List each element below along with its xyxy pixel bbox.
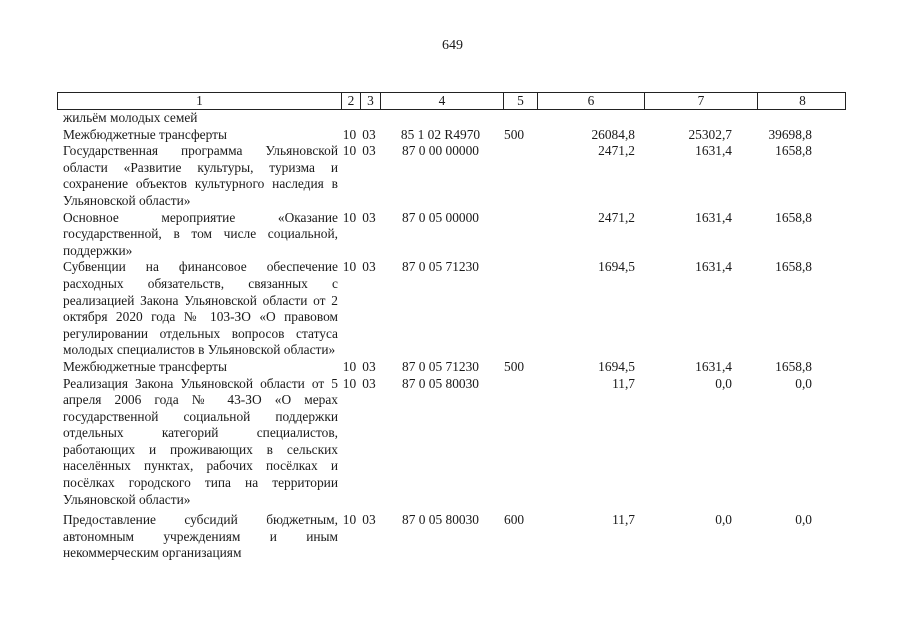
cell-section: 10 bbox=[342, 143, 357, 159]
cell-code: 87 0 05 80030 bbox=[402, 375, 479, 391]
row-name: Государственная программа Ульяновской области «Развитие культуры, туризма и сохранение объектов культурного наследия в Ульяновской области» bbox=[63, 143, 338, 208]
column-header-6: 6 bbox=[537, 93, 644, 109]
cell-value-6: 11,7 bbox=[612, 375, 635, 391]
row-name: Межбюджетные трансферты bbox=[63, 126, 227, 142]
table-row bbox=[57, 512, 846, 562]
cell-value-8: 1658,8 bbox=[775, 358, 812, 374]
cell-code: 87 0 05 71230 bbox=[402, 259, 479, 275]
column-header-1: 1 bbox=[196, 93, 203, 108]
cell-subsection bbox=[359, 110, 379, 127]
cell-subsection: 03 bbox=[362, 358, 376, 374]
cell-subsection: 03 bbox=[362, 209, 376, 225]
cell-value-7: 0,0 bbox=[715, 375, 732, 391]
cell-type: 500 bbox=[504, 126, 525, 142]
page-number: 649 bbox=[442, 38, 463, 53]
column-header-2: 2 bbox=[341, 93, 360, 109]
cell-section: 10 bbox=[342, 358, 357, 374]
cell-value-7: 25302,7 bbox=[688, 126, 732, 142]
column-header-4: 4 bbox=[380, 93, 503, 109]
cell-value-8: 39698,8 bbox=[768, 126, 812, 142]
table-row bbox=[57, 259, 846, 359]
cell-value-7: 0,0 bbox=[715, 512, 732, 528]
cell-subsection: 03 bbox=[362, 259, 376, 275]
cell-subsection: 03 bbox=[362, 375, 376, 391]
cell-value-7: 1631,4 bbox=[695, 143, 732, 159]
cell-value-6: 2471,2 bbox=[598, 209, 635, 225]
cell-value-6: 2471,2 bbox=[598, 143, 635, 159]
cell-type: 500 bbox=[504, 358, 525, 374]
row-name: Реализация Закона Ульяновской области от 5 апреля 2006 года № 43-ЗО «О мерах государственной социальной поддержки отдельных категорий специалистов, работающих и проживающих в сельских населённых пунктах, рабочих посёлках и посёлках городского типа на территории Ульяновской области» bbox=[63, 375, 338, 507]
cell-section bbox=[340, 110, 359, 127]
cell-code: 87 0 05 80030 bbox=[402, 512, 479, 528]
cell-section: 10 bbox=[342, 259, 357, 275]
cell-value-7: 1631,4 bbox=[695, 259, 732, 275]
table-row bbox=[57, 359, 846, 376]
cell-code bbox=[379, 110, 502, 127]
cell-code: 85 1 02 R4970 bbox=[400, 126, 481, 142]
row-name: Межбюджетные трансферты bbox=[63, 358, 227, 374]
cell-value-8 bbox=[756, 110, 846, 127]
column-header-5: 5 bbox=[503, 93, 537, 109]
cell-section: 10 bbox=[342, 209, 357, 225]
column-header-7: 7 bbox=[644, 93, 757, 109]
cell-section: 10 bbox=[342, 512, 357, 528]
row-name: Предоставление субсидий бюджетным, автономным учреждениям и иным некоммерческим организациям bbox=[63, 512, 338, 561]
cell-subsection: 03 bbox=[362, 126, 376, 142]
cell-code: 87 0 00 00000 bbox=[402, 143, 479, 159]
cell-subsection: 03 bbox=[362, 512, 376, 528]
table-header bbox=[57, 92, 846, 110]
row-name: Основное мероприятие «Оказание государственной, в том числе социальной, поддержки» bbox=[63, 209, 338, 258]
table-row bbox=[57, 143, 846, 209]
cell-section: 10 bbox=[342, 126, 357, 142]
row-name: Субвенции на финансовое обеспечение расходных обязательств, связанных с реализацией Закона Ульяновской области от 2 октября 2020 года № 103-ЗО «О правовом регулировании отдельных вопросов статуса молодых специалистов в Ульяновской области» bbox=[63, 259, 338, 358]
cell-value-8: 1658,8 bbox=[775, 259, 812, 275]
cell-value-6 bbox=[536, 110, 643, 127]
cell-subsection: 03 bbox=[362, 143, 376, 159]
table-row bbox=[57, 127, 846, 144]
table-row bbox=[57, 376, 846, 509]
column-header-3: 3 bbox=[360, 93, 380, 109]
cell-value-8: 1658,8 bbox=[775, 143, 812, 159]
cell-type bbox=[502, 110, 536, 127]
table-row bbox=[57, 210, 846, 260]
cell-value-8: 0,0 bbox=[795, 375, 812, 391]
cell-value-6: 26084,8 bbox=[591, 126, 635, 142]
cell-value-8: 0,0 bbox=[795, 512, 812, 528]
cell-code: 87 0 05 71230 bbox=[402, 358, 479, 374]
cell-value-6: 1694,5 bbox=[598, 358, 635, 374]
cell-value-7: 1631,4 bbox=[695, 209, 732, 225]
cell-type bbox=[502, 143, 536, 209]
cell-value-8: 1658,8 bbox=[775, 209, 812, 225]
cell-type: 600 bbox=[504, 512, 525, 528]
cell-code: 87 0 05 00000 bbox=[402, 209, 479, 225]
cell-type bbox=[502, 376, 536, 509]
cell-value-7 bbox=[643, 110, 756, 127]
cell-value-6: 1694,5 bbox=[598, 259, 635, 275]
cell-section: 10 bbox=[342, 375, 357, 391]
column-header-8: 8 bbox=[757, 93, 847, 109]
table-row bbox=[57, 110, 846, 127]
cell-type bbox=[502, 210, 536, 260]
cell-value-6: 11,7 bbox=[612, 512, 635, 528]
cell-value-7: 1631,4 bbox=[695, 358, 732, 374]
budget-table bbox=[57, 92, 846, 562]
cell-type bbox=[502, 259, 536, 359]
row-name: жильём молодых семей bbox=[63, 110, 198, 125]
